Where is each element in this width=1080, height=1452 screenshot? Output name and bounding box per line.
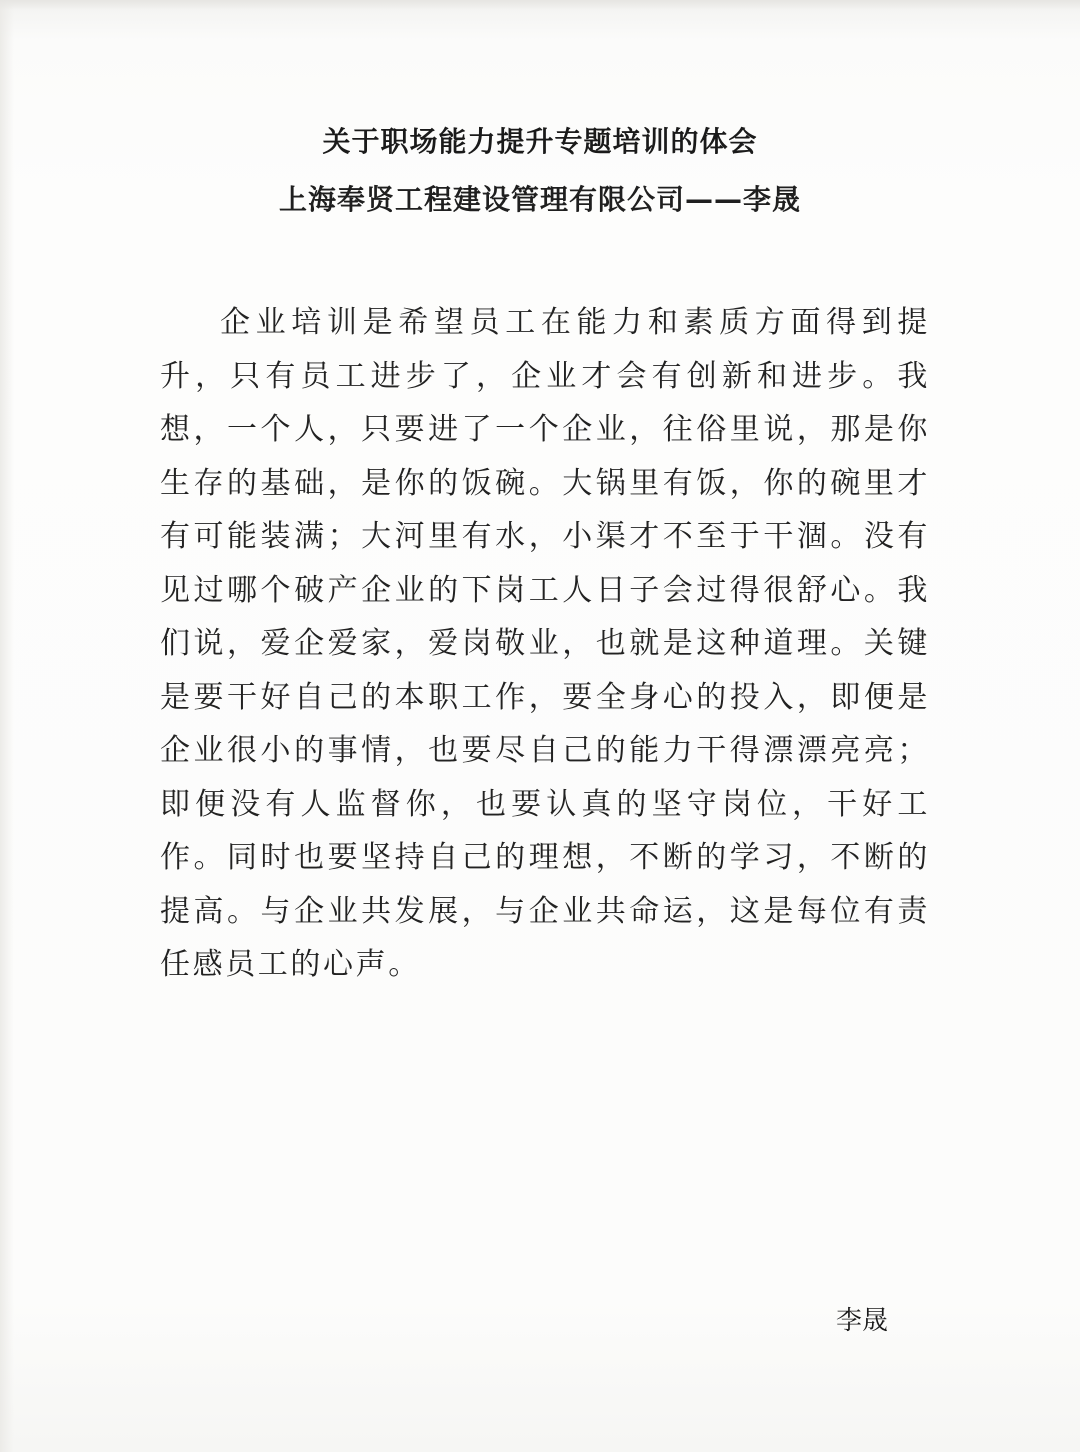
body-paragraph: 企业培训是希望员工在能力和素质方面得到提升，只有员工进步了，企业才会有创新和进步。我想，一个人，只要进了一个企业，往俗里说，那是你生存的基础，是你的饭碗。大锅里有饭，你的碗里才有可能装满；大河里有水，小渠才不至于干涸。没有见过哪个破产企业的下岗工人日子会过得很舒心。我们说，爱企爱家，爱岗敬业，也就是这种道理。关键是要干好自己的本职工作，要全身心的投入，即便是企业很小的事情，也要尽自己的能力干得漂漂亮亮；即便没有人监督你，也要认真的坚守岗位，干好工作。同时也要坚持自己的理想，不断的学习，不断的提高。与企业共发展，与企业共命运，这是每位有责任感员工的心声。: [160, 305, 930, 982]
signature: 李晟: [836, 1306, 889, 1336]
document-subtitle: 上海奉贤工程建设管理有限公司——李晟: [278, 183, 801, 216]
scan-shadow-top: [0, 0, 1080, 10]
document-title: 关于职场能力提升专题培训的体会: [322, 125, 758, 158]
